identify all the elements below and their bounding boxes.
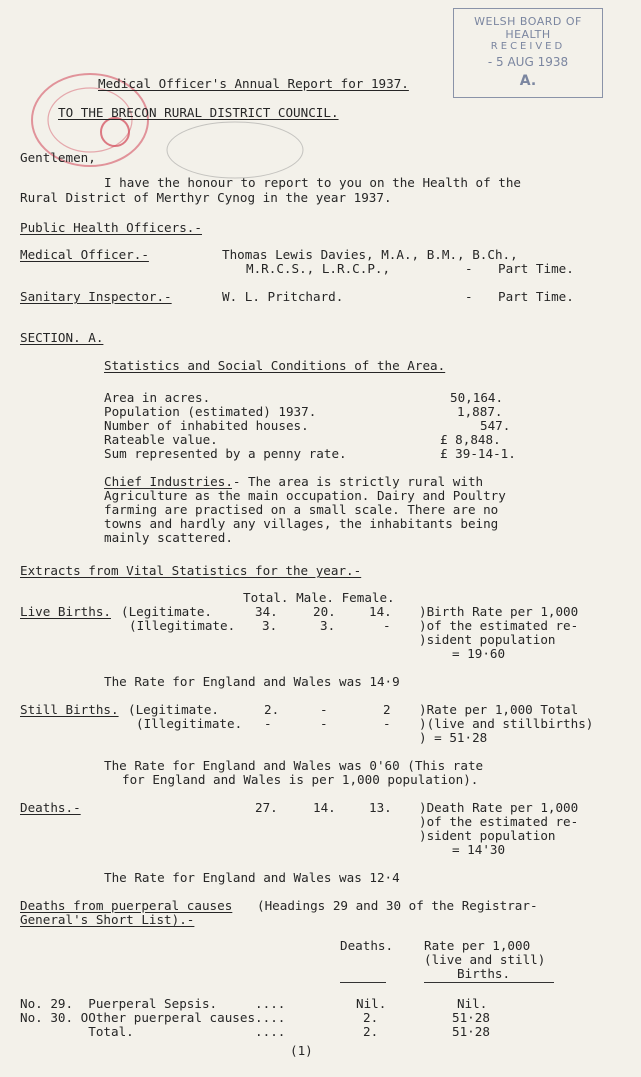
puerperal-row-deaths: 2. xyxy=(363,1010,379,1025)
section-label: SECTION. A. xyxy=(20,330,104,345)
still-births-female: 2 xyxy=(383,702,391,717)
still-rate-note: )(live and stillbirths) xyxy=(419,716,594,731)
puerperal-col-rate: Rate per 1,000 xyxy=(424,938,531,953)
industries-line: mainly scattered. xyxy=(104,530,233,545)
puerperal-row-deaths: 2. xyxy=(363,1024,379,1039)
stamp-line-2: RECEIVED xyxy=(490,41,566,52)
puerperal-row-rate: 51·28 xyxy=(452,1024,490,1039)
still-births-male: - xyxy=(320,702,328,717)
birth-rate-note: )Birth Rate per 1,000 xyxy=(419,604,579,619)
medical-officer-name: Thomas Lewis Davies, M.A., B.M., B.Ch., xyxy=(222,247,518,262)
death-rate-note: )of the estimated re- xyxy=(419,814,579,829)
still-births-female: - xyxy=(383,716,391,731)
puerperal-col-rate: (live and still) xyxy=(424,952,546,967)
live-births-male: 20. xyxy=(313,604,336,619)
stat-value: 50,164. xyxy=(450,390,504,405)
still-births-total: - xyxy=(264,716,272,731)
deaths-total: 27. xyxy=(255,800,278,815)
live-births-total: 34. xyxy=(255,604,278,619)
section-subtitle: Statistics and Social Conditions of the Area. xyxy=(104,358,446,373)
still-rate-value: ) = 51·28 xyxy=(419,730,488,745)
still-births-kind: (Illegitimate. xyxy=(136,716,243,731)
still-births-label: Still Births. xyxy=(20,702,119,717)
sanitary-inspector-name: W. L. Pritchard. xyxy=(222,289,344,304)
sanitary-inspector-dash: - xyxy=(465,289,473,304)
sanitary-inspector-time: Part Time. xyxy=(498,289,574,304)
stat-label: Area in acres. xyxy=(104,390,211,405)
stat-value: £ 8,848. xyxy=(440,432,501,447)
stat-label: Number of inhabited houses. xyxy=(104,418,309,433)
still-rate-england: The Rate for England and Wales was 0'60 (This rate xyxy=(104,758,484,773)
puerperal-col-rate: Births. xyxy=(457,966,511,981)
deaths-col-rule xyxy=(340,982,386,983)
medical-officer-qualifications: M.R.C.S., L.R.C.P., xyxy=(246,261,391,276)
stat-value: £ 39-14-1. xyxy=(440,446,516,461)
deaths-label: Deaths.- xyxy=(20,800,81,815)
deaths-male: 14. xyxy=(313,800,336,815)
industries-line: Agriculture as the main occupation. Dairy and Poultry xyxy=(104,488,506,503)
still-births-male: - xyxy=(320,716,328,731)
live-births-female: - xyxy=(383,618,391,633)
puerperal-heading-rest: (Headings 29 and 30 of the Registrar- xyxy=(257,898,538,913)
stamp-date: - 5 AUG 1938 xyxy=(487,55,569,69)
live-births-label: Live Births. xyxy=(20,604,111,619)
deaths-female: 13. xyxy=(369,800,392,815)
death-rate-value: = 14'30 xyxy=(452,842,506,857)
still-births-total: 2. xyxy=(264,702,280,717)
birth-rate-value: = 19·60 xyxy=(452,646,506,661)
medical-officer-time: Part Time. xyxy=(498,261,574,276)
puerperal-row-deaths: Nil. xyxy=(356,996,387,1011)
vital-column-headers: Total. Male. Female. xyxy=(243,590,395,605)
report-title: Medical Officer's Annual Report for 1937. xyxy=(98,76,409,91)
live-births-kind: (Illegitimate. xyxy=(129,618,236,633)
addressee: TO THE BRECON RURAL DISTRICT COUNCIL. xyxy=(58,105,339,120)
puerperal-row-label: No. 30. OOther puerperal causes.... xyxy=(20,1010,286,1025)
live-births-female: 14. xyxy=(369,604,392,619)
medical-officer-label: Medical Officer.- xyxy=(20,247,149,262)
birth-rate-note: )of the estimated re- xyxy=(419,618,579,633)
puerperal-heading-2: General's Short List).- xyxy=(20,912,195,927)
sanitary-inspector-label: Sanitary Inspector.- xyxy=(20,289,172,304)
puerperal-row-label: Total. .... xyxy=(20,1024,286,1039)
stat-value: 547. xyxy=(480,418,511,433)
received-stamp xyxy=(453,8,603,98)
industries-line: farming are practised on a small scale. There are no xyxy=(104,502,499,517)
live-births-male: 3. xyxy=(320,618,336,633)
puerperal-heading: Deaths from puerperal causes xyxy=(20,898,233,913)
puerperal-row-label: No. 29. Puerperal Sepsis. .... xyxy=(20,996,286,1011)
stat-label: Rateable value. xyxy=(104,432,218,447)
salutation: Gentlemen, xyxy=(20,150,96,165)
still-rate-note: )Rate per 1,000 Total xyxy=(419,702,579,717)
rate-col-rule xyxy=(424,982,554,983)
intro-line-1: I have the honour to report to you on the Health of the xyxy=(104,175,522,190)
stamp-ref: A. xyxy=(519,73,537,89)
still-births-kind: (Legitimate. xyxy=(128,702,219,717)
death-rate-note: )Death Rate per 1,000 xyxy=(419,800,579,815)
officers-heading: Public Health Officers.- xyxy=(20,220,202,235)
stat-value: 1,887. xyxy=(457,404,503,419)
vital-heading: Extracts from Vital Statistics for the year.- xyxy=(20,563,362,578)
industries-line: towns and hardly any villages, the inhabitants being xyxy=(104,516,499,531)
puerperal-col-deaths: Deaths. xyxy=(340,938,394,953)
stat-label: Sum represented by a penny rate. xyxy=(104,446,347,461)
page-number: (1) xyxy=(290,1043,313,1058)
industries-line: Chief Industries.- The area is strictly rural with xyxy=(104,474,484,489)
still-rate-england: for England and Wales is per 1,000 population). xyxy=(122,772,479,787)
birth-rate-note: )sident population xyxy=(419,632,556,647)
death-rate-note: )sident population xyxy=(419,828,556,843)
medical-officer-dash: - xyxy=(465,261,473,276)
birth-rate-england: The Rate for England and Wales was 14·9 xyxy=(104,674,400,689)
death-rate-england: The Rate for England and Wales was 12·4 xyxy=(104,870,400,885)
live-births-total: 3. xyxy=(262,618,278,633)
stamp-line-1: WELSH BOARD OF HEALTH xyxy=(474,15,582,41)
stat-label: Population (estimated) 1937. xyxy=(104,404,317,419)
puerperal-row-rate: 51·28 xyxy=(452,1010,490,1025)
puerperal-row-rate: Nil. xyxy=(457,996,488,1011)
intro-line-2: Rural District of Merthyr Cynog in the year 1937. xyxy=(20,190,392,205)
live-births-kind: (Legitimate. xyxy=(121,604,212,619)
